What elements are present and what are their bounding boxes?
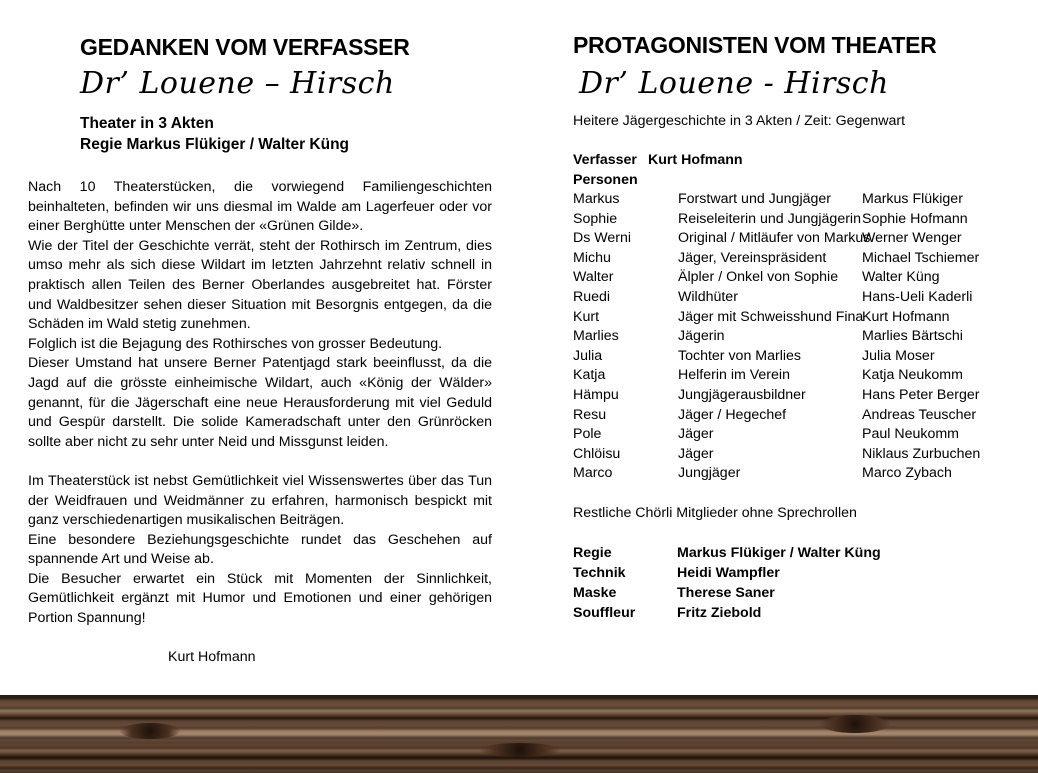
cast-actor: Hans Peter Berger bbox=[862, 386, 980, 403]
cast-description: Reiseleiterin und Jungjägerin bbox=[678, 210, 861, 227]
cast-description: Jägerin bbox=[678, 328, 725, 345]
cast-actor: Marlies Bärtschi bbox=[862, 328, 963, 345]
cast-actor: Werner Wenger bbox=[862, 230, 962, 247]
crew-label: Regie bbox=[573, 545, 612, 561]
cast-actor: Michael Tschiemer bbox=[862, 249, 980, 266]
cast-actor: Andreas Teuscher bbox=[862, 406, 977, 423]
cast-role: Kurt bbox=[573, 308, 600, 325]
cast-description: Helferin im Verein bbox=[678, 367, 790, 384]
paragraph: Folglich ist die Bejagung des Rothirsches von grosser Bedeutung. bbox=[28, 335, 443, 352]
cast-role: Marlies bbox=[573, 328, 619, 345]
cast-description: Forstwart und Jungjäger bbox=[678, 191, 831, 207]
cast-description: Älpler / Onkel von Sophie bbox=[678, 269, 839, 286]
cast-description: Original / Mitläufer von Markus bbox=[678, 230, 871, 247]
cast-description: Wildhüter bbox=[678, 288, 738, 305]
cast-role: Julia bbox=[573, 347, 603, 364]
cast-description: Jäger, Vereinspräsident bbox=[678, 249, 827, 266]
crew-label: Souffleur bbox=[573, 605, 636, 621]
paragraph: Im Theaterstück ist nebst Gemütlichkeit viel Wissenswertes über das Tun der Weidfrauen und Weidmänner zu erfahren, harmonisch bespickt mit ganz verschiedenartigen musikalischen Beiträgen. bbox=[28, 472, 492, 529]
cast-role: Michu bbox=[573, 249, 611, 266]
cast-role: Ruedi bbox=[573, 288, 611, 305]
cast-role: Katja bbox=[573, 367, 606, 384]
cast-actor: Niklaus Zurbuchen bbox=[862, 445, 981, 462]
cast-role: Markus bbox=[573, 191, 620, 207]
cast-description: Tochter von Marlies bbox=[678, 347, 802, 364]
crew-label: Technik bbox=[573, 565, 626, 581]
left-heading: GEDANKEN VOM VERFASSER bbox=[80, 34, 410, 60]
author-name: Kurt Hofmann bbox=[648, 152, 743, 168]
persons-label: Personen bbox=[573, 172, 638, 188]
cast-actor: Hans-Ueli Kaderli bbox=[862, 288, 973, 305]
cast-actor: Sophie Hofmann bbox=[862, 210, 968, 227]
wood-plank-banner bbox=[0, 695, 1038, 773]
crew-name: Fritz Ziebold bbox=[677, 605, 762, 621]
cast-role: Marco bbox=[573, 465, 613, 482]
chorus-note: Restliche Chörli Mitglieder ohne Sprechrollen bbox=[573, 505, 857, 521]
paragraph: Die Besucher erwartet ein Stück mit Momenten der Sinnlichkeit, Gemütlichkeit ergänzt mit Humor und Emotionen und einer gehörigen Portion Spannung! bbox=[28, 570, 492, 627]
cast-actor: Walter Küng bbox=[862, 269, 940, 286]
paragraph: Nach 10 Theaterstücken, die vorwiegend Familiengeschichten beinhalteten, befinden wir uns diesmal im Walde am Lagerfeuer oder vor einer Berghütte unter Menschen der «Grünen Gilde». bbox=[28, 179, 492, 235]
cast-role: Resu bbox=[573, 406, 607, 423]
right-heading: PROTAGONISTEN VOM THEATER bbox=[573, 32, 937, 58]
left-play-title: Dr’ Louene – Hirsch bbox=[80, 66, 395, 101]
cast-role: Sophie bbox=[573, 210, 618, 227]
paragraph: Eine besondere Beziehungsgeschichte rundet das Geschehen auf spannende Art und Weise ab. bbox=[28, 531, 492, 568]
cast-description: Jäger bbox=[678, 426, 714, 443]
paragraph-gap bbox=[28, 452, 492, 472]
wood-knot bbox=[120, 723, 180, 739]
genre-line: Heitere Jägergeschichte in 3 Akten / Zeit: Gegenwart bbox=[573, 113, 906, 129]
cast-actor: Markus Flükiger bbox=[862, 191, 963, 207]
right-play-title: Dr’ Louene - Hirsch bbox=[579, 66, 889, 101]
left-subtitle-acts: Theater in 3 Akten bbox=[80, 115, 214, 132]
cast-role: Chlöisu bbox=[573, 445, 621, 462]
cast-description: Jäger / Hegechef bbox=[678, 406, 787, 423]
left-subtitle-direction: Regie Markus Flükiger / Walter Küng bbox=[80, 136, 350, 153]
crew-name: Markus Flükiger / Walter Küng bbox=[677, 545, 881, 561]
author-signature: Kurt Hofmann bbox=[168, 649, 256, 665]
cast-role: Pole bbox=[573, 426, 602, 443]
cast-actor: Paul Neukomm bbox=[862, 426, 959, 443]
cast-actor: Katja Neukomm bbox=[862, 367, 963, 384]
crew-name: Heidi Wampfler bbox=[677, 565, 780, 581]
author-text bbox=[28, 178, 492, 629]
cast-actor: Julia Moser bbox=[862, 347, 935, 364]
crew-label: Maske bbox=[573, 585, 617, 601]
paragraph: Dieser Umstand hat unsere Berner Patentjagd stark beeinflusst, da die Jagd auf die grösste einheimische Wildart, auch «König der Wälder» genannt, für die Jägerschaft eine neue Herausforderung mit viel Geduld und Gespür darstellt. Die solide Kameradschaft unter den Grünröcken sollte aber nicht zu sehr unter Neid und Missgunst leiden. bbox=[28, 355, 492, 450]
cast-role: Hämpu bbox=[573, 386, 619, 403]
wood-knot bbox=[480, 743, 560, 757]
cast-role: Ds Werni bbox=[573, 230, 632, 247]
cast-description: Jäger bbox=[678, 445, 714, 462]
crew-name: Therese Saner bbox=[677, 585, 775, 601]
cast-description: Jungjäger bbox=[678, 465, 741, 482]
cast-actor: Kurt Hofmann bbox=[862, 308, 950, 325]
cast-description: Jungjägerausbildner bbox=[678, 386, 806, 403]
author-label: Verfasser bbox=[573, 152, 637, 168]
cast-actor: Marco Zybach bbox=[862, 465, 952, 482]
wood-knot bbox=[820, 715, 890, 733]
cast-role: Walter bbox=[573, 269, 614, 286]
cast-description: Jäger mit Schweisshund Fina bbox=[678, 308, 864, 325]
paragraph: Wie der Titel der Geschichte verrät, steht der Rothirsch im Zentrum, dies umso mehr als sich diese Wildart im letzten Jahrzehnt relativ schnell in praktisch allen Teilen des Berner Oberlandes ausgebreitet hat. Förster und Waldbesitzer sehen dieser Situation mit Besorgnis entgegen, da die Schäden im Wald stetig zunehmen. bbox=[28, 237, 492, 333]
